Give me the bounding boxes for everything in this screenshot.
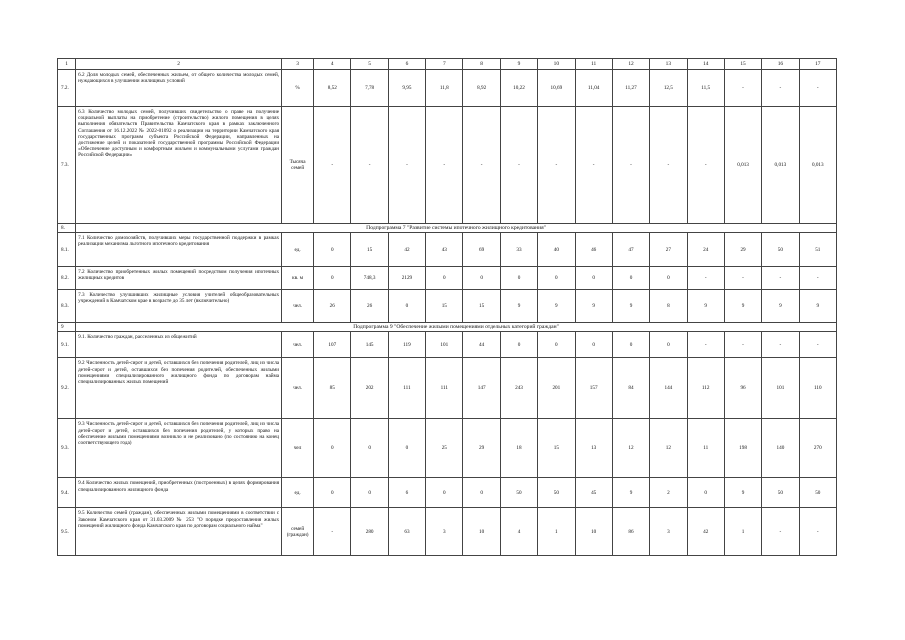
value-cell: 147 <box>463 358 500 419</box>
value-cell: 107 <box>314 332 351 358</box>
section-title: Подпрограмма 9 "Обеспечение жилыми помещениями отдельных категорий граждан" <box>76 323 837 332</box>
value-cell: - <box>650 107 687 224</box>
header-cell: 10 <box>538 59 575 70</box>
value-cell: 9 <box>724 478 761 508</box>
value-cell: 26 <box>351 290 388 323</box>
value-cell: 15 <box>538 419 575 478</box>
value-cell: 9 <box>500 290 537 323</box>
value-cell: 50 <box>762 233 799 267</box>
header-cell: 11 <box>575 59 612 70</box>
value-cell: 50 <box>799 478 836 508</box>
value-cell: 9 <box>612 290 649 323</box>
value-cell: - <box>538 107 575 224</box>
value-cell: 112 <box>687 358 724 419</box>
value-cell: 2 <box>650 478 687 508</box>
value-cell: - <box>314 107 351 224</box>
value-cell: 11,04 <box>575 70 612 107</box>
unit-cell: Тысяча семей <box>282 107 314 224</box>
indicators-table <box>57 58 837 556</box>
table-row <box>58 508 837 556</box>
value-cell: 10 <box>463 508 500 556</box>
section-title: Подпрограмма 7 "Развитие системы ипотечного жилищного кредитования" <box>76 224 837 233</box>
row-number: 9 <box>58 323 76 332</box>
value-cell: 0 <box>314 419 351 478</box>
value-cell: - <box>687 332 724 358</box>
value-cell: 0 <box>538 267 575 290</box>
indicator-description: 6.3 Количество молодых семей, получивших свидетельство о праве на получение социальной выплаты на приобретение (строительство) жилого помещения в целях выполнения обязательств Правительства Камчатского края в рамках заключенного Соглашения от 16.12.2022 № 2022-01092 о реализации на территории Камчатского края государственных программ субъекта Российской Федерации, направленных на достижение целей и показателей государственной программы Российской Федерации «Обеспечение доступным и комфортным жильем и коммунальными услугами граждан Российской Федерации» <box>76 107 282 224</box>
value-cell: 10,22 <box>500 70 537 107</box>
value-cell: - <box>687 267 724 290</box>
value-cell: 0 <box>575 332 612 358</box>
value-cell: 6 <box>388 478 425 508</box>
value-cell: 47 <box>612 233 649 267</box>
value-cell: 12 <box>612 419 649 478</box>
row-number: 9.4. <box>58 478 76 508</box>
table-row <box>58 358 837 419</box>
value-cell: 0 <box>612 332 649 358</box>
table-row <box>58 332 837 358</box>
value-cell: 110 <box>799 358 836 419</box>
header-cell: 4 <box>314 59 351 70</box>
header-cell: 14 <box>687 59 724 70</box>
header-cell: 3 <box>282 59 314 70</box>
value-cell: 8,92 <box>463 70 500 107</box>
value-cell: 11,27 <box>612 70 649 107</box>
value-cell: 50 <box>500 478 537 508</box>
value-cell: - <box>762 267 799 290</box>
table-row <box>58 290 837 323</box>
table-row <box>58 233 837 267</box>
value-cell: 40 <box>538 233 575 267</box>
value-cell: - <box>426 107 463 224</box>
indicator-description: 9.3 Численность детей-сирот и детей, оставшихся без попечения родителей, лиц из числа детей-сирот и детей, оставшихся без попечения родителей, у которых право на обеспечение жилыми помещениями возникло и не реализовано (по состоянию на конец соответствующего года) <box>76 419 282 478</box>
value-cell: 84 <box>612 358 649 419</box>
row-number: 8.3. <box>58 290 76 323</box>
value-cell: 9 <box>538 290 575 323</box>
unit-cell: чел. <box>282 358 314 419</box>
header-cell: 15 <box>724 59 761 70</box>
value-cell: 111 <box>388 358 425 419</box>
header-cell: 8 <box>463 59 500 70</box>
value-cell: 0 <box>463 267 500 290</box>
value-cell: 9 <box>612 478 649 508</box>
row-number: 8.1. <box>58 233 76 267</box>
value-cell: 10 <box>575 508 612 556</box>
header-cell: 5 <box>351 59 388 70</box>
unit-cell: ед. <box>282 478 314 508</box>
value-cell: 33 <box>500 233 537 267</box>
value-cell: 0 <box>538 332 575 358</box>
value-cell: 0 <box>426 478 463 508</box>
value-cell: 0 <box>650 267 687 290</box>
value-cell: 42 <box>388 233 425 267</box>
value-cell: 15 <box>351 233 388 267</box>
value-cell: 24 <box>687 233 724 267</box>
value-cell: 9 <box>724 290 761 323</box>
unit-cell: чел. <box>282 290 314 323</box>
unit-cell: кв. м <box>282 267 314 290</box>
value-cell: 9 <box>762 290 799 323</box>
value-cell: 11,5 <box>687 70 724 107</box>
table-row <box>58 267 837 290</box>
value-cell: 140 <box>762 419 799 478</box>
table-row <box>58 419 837 478</box>
value-cell: 0 <box>388 419 425 478</box>
value-cell: 27 <box>650 233 687 267</box>
value-cell: 13 <box>575 419 612 478</box>
value-cell: 748,3 <box>351 267 388 290</box>
section-row <box>58 224 837 233</box>
value-cell: 42 <box>687 508 724 556</box>
value-cell: 0 <box>575 267 612 290</box>
row-number: 9.1. <box>58 332 76 358</box>
value-cell: 0 <box>687 478 724 508</box>
table-row <box>58 478 837 508</box>
indicator-description: 6.2 Доля молодых семей, обеспеченных жильем, от общего количества молодых семей, нуждающихся в улучшении жилищных условий <box>76 70 282 107</box>
value-cell: - <box>724 70 761 107</box>
value-cell: 46 <box>575 233 612 267</box>
unit-cell: семей (граждан) <box>282 508 314 556</box>
value-cell: 69 <box>463 233 500 267</box>
value-cell: 0,013 <box>799 107 836 224</box>
row-number: 9.3. <box>58 419 76 478</box>
indicator-description: 7.1 Количество домохозяйств, получивших меры государственной поддержки в рамках реализации механизма льготного ипотечного кредитования <box>76 233 282 267</box>
value-cell: 4 <box>500 508 537 556</box>
header-cell: 16 <box>762 59 799 70</box>
value-cell: 15 <box>426 290 463 323</box>
value-cell: 0 <box>500 267 537 290</box>
value-cell: 8 <box>650 290 687 323</box>
unit-cell: ед. <box>282 233 314 267</box>
value-cell: - <box>762 508 799 556</box>
value-cell: 86 <box>612 508 649 556</box>
value-cell: - <box>612 107 649 224</box>
value-cell: 0 <box>314 233 351 267</box>
header-cell: 7 <box>426 59 463 70</box>
value-cell: 45 <box>575 478 612 508</box>
header-cell: 6 <box>388 59 425 70</box>
value-cell: 11 <box>687 419 724 478</box>
value-cell: 8,52 <box>314 70 351 107</box>
value-cell: - <box>762 332 799 358</box>
table-row <box>58 107 837 224</box>
value-cell: - <box>799 267 836 290</box>
value-cell: 0 <box>388 290 425 323</box>
header-row <box>58 59 837 70</box>
value-cell: 0 <box>351 419 388 478</box>
value-cell: - <box>463 107 500 224</box>
header-cell: 13 <box>650 59 687 70</box>
value-cell: 198 <box>724 419 761 478</box>
value-cell: 29 <box>724 233 761 267</box>
value-cell: 0 <box>351 478 388 508</box>
table-row <box>58 70 837 107</box>
value-cell: 7,78 <box>351 70 388 107</box>
header-cell: 1 <box>58 59 76 70</box>
value-cell: 0 <box>650 332 687 358</box>
value-cell: 2129 <box>388 267 425 290</box>
header-cell: 17 <box>799 59 836 70</box>
value-cell: 0 <box>500 332 537 358</box>
value-cell: 50 <box>538 478 575 508</box>
value-cell: 0,013 <box>724 107 761 224</box>
indicator-description: 9.1. Количество граждан, расселенных из общежитий <box>76 332 282 358</box>
value-cell: 44 <box>463 332 500 358</box>
value-cell: 243 <box>500 358 537 419</box>
value-cell: 9 <box>575 290 612 323</box>
indicator-description: 9.2 Численность детей-сирот и детей, оставшихся без попечения родителей, лиц из числа детей-сирот и детей, оставшихся без попечения родителей, обеспеченных жилыми помещениями специализированного жилищного фонда по договорам найма специализированных жилых помещений <box>76 358 282 419</box>
value-cell: - <box>762 70 799 107</box>
value-cell: 29 <box>463 419 500 478</box>
value-cell: 9 <box>799 290 836 323</box>
value-cell: 201 <box>538 358 575 419</box>
value-cell: - <box>724 267 761 290</box>
value-cell: 0 <box>426 267 463 290</box>
value-cell: - <box>799 332 836 358</box>
value-cell: 280 <box>351 508 388 556</box>
value-cell: 96 <box>724 358 761 419</box>
row-number: 9.2. <box>58 358 76 419</box>
value-cell: - <box>351 107 388 224</box>
value-cell: - <box>500 107 537 224</box>
value-cell: 10,69 <box>538 70 575 107</box>
value-cell: 145 <box>351 332 388 358</box>
value-cell: 3 <box>650 508 687 556</box>
value-cell: 9,95 <box>388 70 425 107</box>
value-cell: 51 <box>799 233 836 267</box>
value-cell: 0 <box>314 267 351 290</box>
value-cell: 101 <box>426 332 463 358</box>
value-cell: 3 <box>426 508 463 556</box>
value-cell: 270 <box>799 419 836 478</box>
value-cell: - <box>388 107 425 224</box>
indicator-description: 7.3 Количество улучшивших жилищные условия учителей общеобразовательных учреждений в Камчатском крае в возрасте до 35 лет (включительно) <box>76 290 282 323</box>
value-cell: 63 <box>388 508 425 556</box>
value-cell: 1 <box>724 508 761 556</box>
value-cell: 85 <box>314 358 351 419</box>
unit-cell: % <box>282 70 314 107</box>
value-cell: 0 <box>314 478 351 508</box>
row-number: 8.2. <box>58 267 76 290</box>
value-cell: 1 <box>538 508 575 556</box>
section-row <box>58 323 837 332</box>
unit-cell: чел <box>282 419 314 478</box>
value-cell: 12,5 <box>650 70 687 107</box>
value-cell: - <box>724 332 761 358</box>
row-number: 9.5. <box>58 508 76 556</box>
value-cell: 11,8 <box>426 70 463 107</box>
unit-cell: чел. <box>282 332 314 358</box>
value-cell: - <box>799 508 836 556</box>
value-cell: 15 <box>463 290 500 323</box>
row-number: 8. <box>58 224 76 233</box>
value-cell: 9 <box>687 290 724 323</box>
value-cell: 101 <box>762 358 799 419</box>
indicator-description: 9.4 Количество жилых помещений, приобретенных (построенных) в целях формирования специализированного жилищного фонда <box>76 478 282 508</box>
value-cell: 0 <box>612 267 649 290</box>
value-cell: 0 <box>463 478 500 508</box>
value-cell: 25 <box>426 419 463 478</box>
value-cell: 18 <box>500 419 537 478</box>
value-cell: - <box>575 107 612 224</box>
value-cell: 144 <box>650 358 687 419</box>
value-cell: 157 <box>575 358 612 419</box>
value-cell: 43 <box>426 233 463 267</box>
value-cell: 50 <box>762 478 799 508</box>
value-cell: 202 <box>351 358 388 419</box>
value-cell: 26 <box>314 290 351 323</box>
value-cell: 119 <box>388 332 425 358</box>
header-cell: 9 <box>500 59 537 70</box>
value-cell: - <box>799 70 836 107</box>
indicator-description: 7.2 Количество приобретенных жилых помещений посредством получения ипотечных жилищных кредитов <box>76 267 282 290</box>
value-cell: 12 <box>650 419 687 478</box>
header-cell: 12 <box>612 59 649 70</box>
row-number: 7.3. <box>58 107 76 224</box>
value-cell: - <box>687 107 724 224</box>
value-cell: 0,013 <box>762 107 799 224</box>
row-number: 7.2. <box>58 70 76 107</box>
value-cell: - <box>314 508 351 556</box>
header-cell: 2 <box>76 59 282 70</box>
indicator-description: 9.5 Количество семей (граждан), обеспеченных жилыми помещениями в соответствии с Законом Камчатского края от 31.03.2009 № 253 "О порядке предоставления жилых помещений жилищного фонда Камчатского края по договорам социального найма" <box>76 508 282 556</box>
value-cell: 111 <box>426 358 463 419</box>
